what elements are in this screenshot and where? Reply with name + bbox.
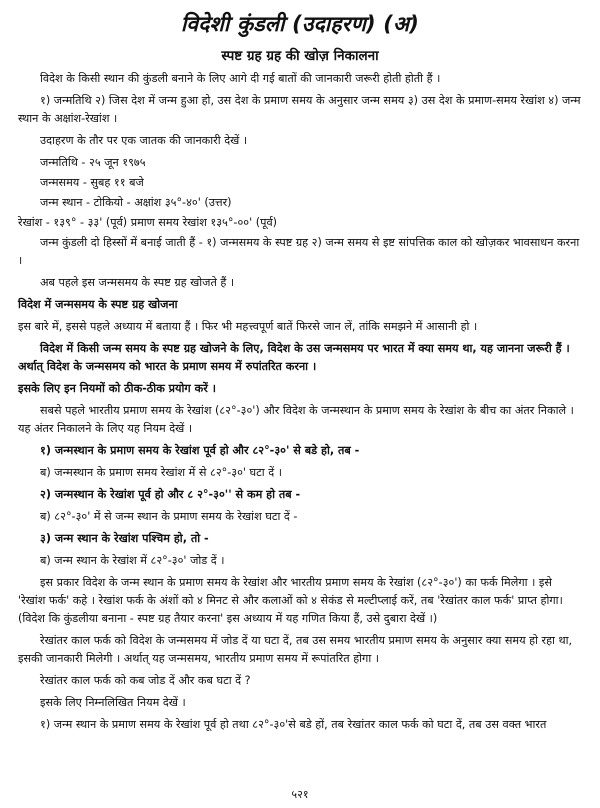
paragraph-previous-chapter: इस बारे में, इससे पहले अध्याय में बताया हैं । फिर भी महत्त्वपूर्ण बातें फिरसे जान लें, तांकि समझने में आसानी हो । (18, 320, 478, 333)
detail-birth-place: जन्म स्थान - टोकियो - अक्षांश ३५°-४०' (उत्तर) (40, 196, 232, 209)
rule-1-step: ब) जन्मस्थान के प्रमाण समय रेखांश में से ८२°-३०' घटा दें । (40, 466, 282, 479)
paragraph-two-parts: जन्म कुंडली दो हिस्सों में बनाई जाती हैं - १) जन्मसमय के स्पष्ट ग्रह २) जन्म समय से इष्ट सांपत्तिक काल को खोज़कर भावसाधन करना । (18, 236, 580, 267)
paragraph-intro: विदेश के किसी स्थान की कुंडली बनाने के लिए आगे दी गई बातों की जानकारी जरूरी होती होती हैं । (40, 72, 441, 85)
rule-2-step: ब) ८२°-३०' में से जन्म स्थान के प्रमाण समय के रेखांश घटा दें - (40, 510, 298, 523)
section-heading: स्पष्ट ग्रह ग्रह की खोज़ निकालना (221, 48, 379, 64)
paragraph-question: रेखांतर काल फर्क को कब जोड दें और कब घटा दें ? (40, 674, 251, 687)
paragraph-add-subtract: रेखांतर काल फर्क को विदेश के जन्मसमय में जोड दें या घटा दें, तब उस समय भारतीय प्रमाण समय के अनुसार क्या समय हो रहा था, इसकी जानकारी मिलेगी । अर्थात् यह जन्मसमय, भारतीय प्रमाण समय में रूपांतरित होगा । (18, 634, 573, 665)
paragraph-time-difference: इस प्रकार विदेश के जन्म स्थान के प्रमाण समय के रेखांश और भारतीय प्रमाण समय के रेखांश (८२°-३०') का फर्क मिलेगा । इसे 'रेखांश फर्क' कहे । रेखांश फर्क के अंशों को ४ मिनट से और कलाओं को ४ सेकंड से मल्टीप्लाई करें, तब 'रेखांतर काल फर्क' प्राप्त होगा। (विदेश कि कुंडलीया बनाना - स्पष्ट ग्रह तैयार करना' इस अध्याय में यह गणित किया हैं, उसे दुबारा देखें ।) (18, 576, 563, 625)
detail-birth-date: जन्मतिथि - २५ जून १९७५ (40, 156, 146, 169)
page-number: ५२१ (291, 788, 309, 801)
subheading-abroad-planets: विदेश में जन्मसमय के स्पष्ट ग्रह खोजना (18, 298, 178, 311)
paragraph-convert-time: विदेश में किसी जन्म समय के स्पष्ट ग्रह खोजने के लिए, विदेश के उस जन्मसमय पर भारत में क्या समय था, यह जानना जरूरी हैं । अर्थात् विदेश के जन्मसमय को भारत के प्रमाण समय में रुपांतरित करना । (18, 342, 570, 373)
rule-1-heading: १) जन्मस्थान के प्रमाण समय के रेखांश पूर्व हो और ८२°-३०' से बडे हो, तब - (40, 444, 360, 457)
paragraph-final-rule: १) जन्म स्थान के प्रमाण समय के रेखांश पूर्व हो तथा ८२°-३०'से बडे हों, तब रेखांतर काल फर्क को घटा दें, तब उस वक्त भारत (40, 718, 547, 731)
paragraph-longitude-difference: सबसे पहले भारतीय प्रमाण समय के रेखांश (८२°-३०') और विदेश के जन्मस्थान के प्रमाण समय के रेखांश के बीच का अंतर निकाले । यह अंतर निकालने के लिए यह नियम देखें । (18, 404, 574, 435)
page-title: विदेशी कुंडली (उदाहरण) (अ) (180, 12, 420, 36)
paragraph-see-rules: इसके लिए निम्नलिखित नियम देखें । (40, 696, 186, 709)
paragraph-example-intro: उदाहरण के तौर पर एक जातक की जानकारी देखें । (40, 134, 248, 147)
rule-2-heading: २) जन्मस्थान के रेखांश पूर्व हो और ८ २°-३०'' से कम हो तब - (40, 488, 301, 501)
paragraph-now-find: अब पहले इस जन्मसमय के स्पष्ट ग्रह खोजते हैं । (40, 276, 235, 289)
subheading-rules: इसके लिए इन नियमों को ठीक-ठीक प्रयोग करें । (18, 382, 216, 395)
detail-longitude: रेखांश - १३९° - ३३' (पूर्व) प्रमाण समय रेखांश १३५°-००' (पूर्व) (18, 216, 278, 229)
rule-3-heading: ३) जन्म स्थान के रेखांश पश्चिम हो, तो - (40, 532, 209, 545)
rule-3-step: ब) जन्म स्थान के रेखांश में ८२°-३०' जोड दें । (40, 554, 225, 567)
paragraph-requirements: १) जन्मतिथि २) जिस देश में जन्म हुआ हो, उस देश के प्रमाण समय के अनुसार जन्म समय ३) उस देश के प्रमाण-समय रेखांश ४) जन्म स्थान के अक्षांश-रेखांश । (18, 94, 581, 125)
detail-birth-time: जन्मसमय - सुबह ११ बजे (40, 176, 144, 189)
